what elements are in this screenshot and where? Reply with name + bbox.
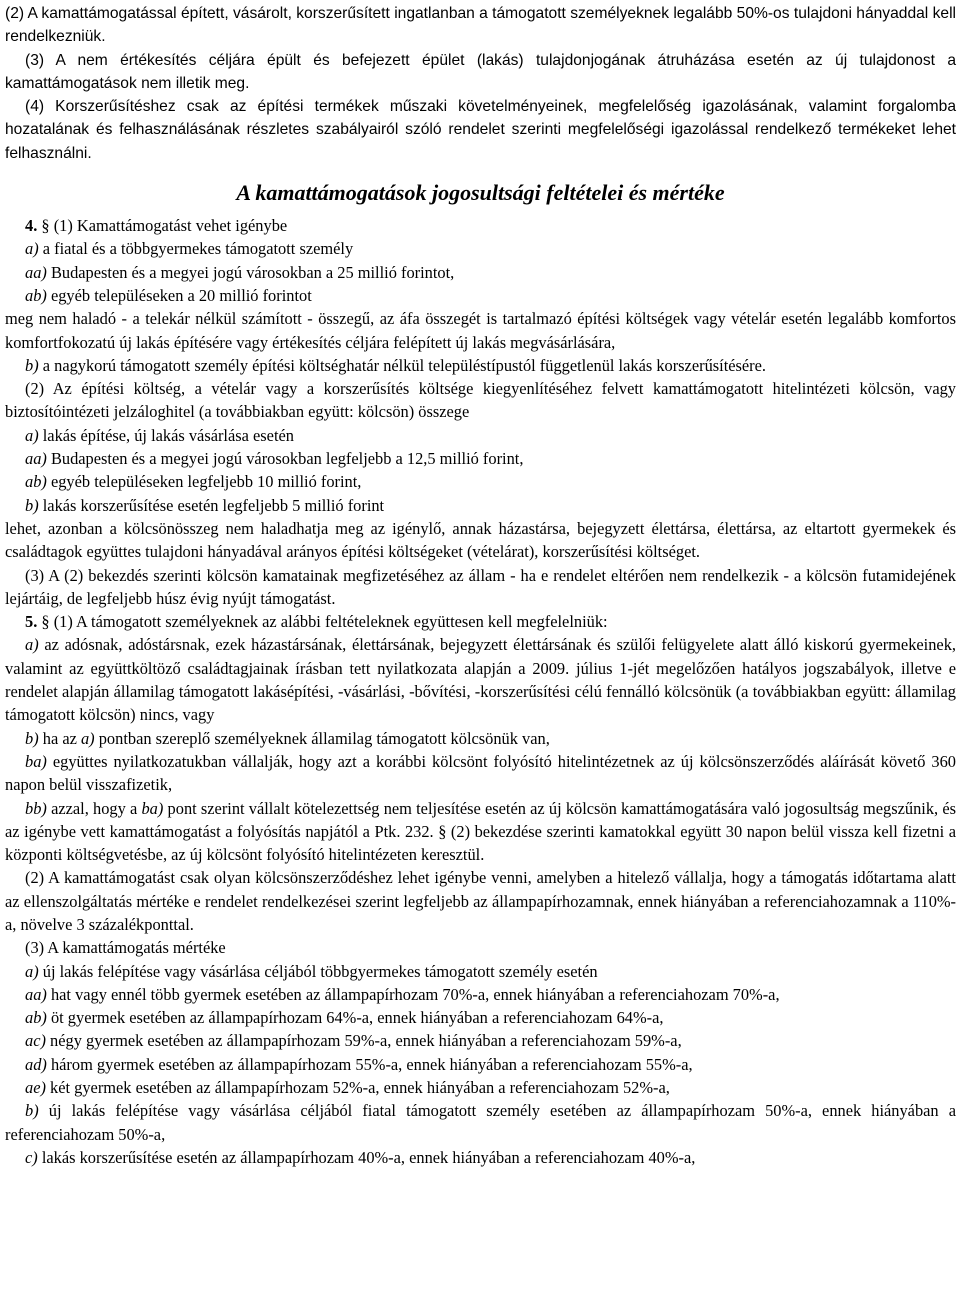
point-label: a)	[25, 961, 39, 981]
paragraph-3-2	[5, 2, 956, 49]
point-label: b)	[25, 1101, 39, 1121]
point-5-3-ad	[5, 1053, 956, 1076]
point-text: új lakás felépítése vagy vásárlása céljából fiatal támogatott személy esetében az állampapírhozam 50%-a, ennek hiányában a referenciahozam 50%-a,	[5, 1101, 956, 1144]
point-label: a)	[25, 635, 39, 655]
point-5-1-ba	[5, 750, 956, 797]
paragraph-text: (3) A (2) bekezdés szerinti kölcsön kamatainak megfizetéséhez az állam - ha e rendelet eltérően nem rendelkezik - a kölcsön futamidejének lejártáig, de legfeljebb húsz évig nyújt támogatást.	[5, 565, 956, 608]
point-label: ba)	[25, 751, 47, 771]
point-label: ab)	[25, 285, 47, 305]
section-4-3	[5, 564, 956, 611]
point-text: az adósnak, adóstársnak, ezek házastársának, élettársának, bejegyzett élettársának és szülői felügyelete alatt álló kiskorú gyermekeinek, valamint az együttköltöző családtagjainak írásban tett nyilatkozata alapján a 2009. július 1-jét megelőzően hatályos jogszabályok, illetve e rendelet alapján államilag támogatott lakásépítési, -vásárlási, -bővítési, -korszerűsítési célú fennálló kölcsönük (a továbbiakban együtt: államilag támogatott kölcsön) nincs, vagy	[5, 635, 956, 725]
paragraph-text: (3) A kamattámogatás mértéke	[25, 938, 226, 958]
section-4-2-continuation	[5, 517, 956, 564]
point-4-1-a	[5, 237, 956, 260]
point-text: pontban szereplő személyeknek államilag támogatott kölcsönük van,	[94, 728, 550, 748]
point-4-1-b	[5, 354, 956, 377]
section-4-2	[5, 377, 956, 424]
point-text: egyéb településeken a 20 millió forintot	[46, 285, 312, 305]
point-text: azzal, hogy a	[46, 798, 142, 818]
paragraph-text: (2) A kamattámogatást csak olyan kölcsönszerződéshez lehet igénybe venni, amelyben a hitelező vállalja, hogy a támogatás időtartama alatt az ellenszolgáltatás mértéke e rendelet rendelkezései szerint legfeljebb az állampapírhozamnak, ennek hiányában a referenciahozamnak a 110%-a, növelve 3 százalékponttal.	[5, 868, 956, 934]
paragraph-3-3	[5, 49, 956, 96]
point-text: új lakás felépítése vagy vásárlása céljából többgyermekes támogatott személy esetén	[38, 961, 598, 981]
point-text: öt gyermek esetében az állampapírhozam 64%-a, ennek hiányában a referenciahozam 64%-a,	[46, 1008, 664, 1028]
point-4-2-ab	[5, 470, 956, 493]
point-text: lakás korszerűsítése esetén az állampapírhozam 40%-a, ennek hiányában a referenciahozam 40%-a,	[37, 1147, 696, 1167]
point-5-1-a	[5, 633, 956, 726]
point-label: aa)	[25, 262, 47, 282]
point-label: ae)	[25, 1078, 46, 1098]
section-5-3	[5, 936, 956, 959]
paragraph-text: (2) A kamattámogatással épített, vásárolt, korszerűsített ingatlanban a támogatott személyeknek legalább 50%-os tulajdoni hányaddal kell rendelkezniük.	[5, 5, 956, 46]
point-text: ha az	[38, 728, 81, 748]
point-text: a nagykorú támogatott személy építési költséghatár nélkül településtípustól függetlenül lakás korszerűsítésére.	[38, 355, 767, 375]
point-text: a fiatal és a többgyermekes támogatott személy	[38, 239, 354, 259]
paragraph-text: § (1) Kamattámogatást vehet igénybe	[37, 216, 288, 236]
point-text: lakás építése, új lakás vásárlása esetén	[38, 425, 294, 445]
paragraph-text: (4) Korszerűsítéshez csak az építési termékek műszaki követelményeinek, megfelelőség igazolásának, valamint forgalomba hozatalának és felhasználásának részletes szabályairól szóló rendelet szerinti megfelelőségi igazolással rendelkező termékeket lehet felhasználni.	[5, 98, 956, 162]
point-label: aa)	[25, 449, 47, 469]
point-4-2-b	[5, 494, 956, 517]
point-5-3-aa	[5, 983, 956, 1006]
section-number: 4.	[25, 216, 38, 236]
point-label: ac)	[25, 1031, 46, 1051]
point-reference: a)	[80, 728, 95, 748]
point-5-1-bb	[5, 797, 956, 867]
point-text: együttes nyilatkozatukban vállalják, hogy azt a korábbi kölcsönt folyósító hitelintézetnek az új kölcsönszerződés aláírását követő 360 napon belül visszafizetik,	[5, 751, 956, 795]
point-text: két gyermek esetében az állampapírhozam 52%-a, ennek hiányában a referenciahozam 52%-a,	[45, 1078, 670, 1098]
point-label: a)	[25, 425, 39, 445]
point-label: b)	[25, 495, 39, 515]
paragraph-text: meg nem haladó - a telekár nélkül számított - összegű, az áfa összegét is tartalmazó építési költségek vagy vételár esetén legalább komfortos komfortfokozatú új lakás építésére vagy értékesítés céljára felépített új lakás megvásárlására,	[5, 309, 956, 352]
point-label: ab)	[25, 1008, 47, 1028]
section-4-1-continuation	[5, 307, 956, 354]
point-label: ad)	[25, 1054, 47, 1074]
point-4-1-aa	[5, 261, 956, 284]
paragraph-text: (2) Az építési költség, a vételár vagy a korszerűsítés költsége kiegyenlítéséhez felvett kamattámogatott hitelintézeti kölcsön, vagy biztosítóintézeti jelzáloghitel (a továbbiakban együtt: kölcsön) összege	[5, 379, 956, 422]
point-text: négy gyermek esetében az állampapírhozam 59%-a, ennek hiányában a referenciahozam 59%-a,	[45, 1031, 682, 1051]
paragraph-text: (3) A nem értékesítés céljára épült és befejezett épület (lakás) tulajdonjogának átruházása esetén az új tulajdonost a kamattámogatások nem illetik meg.	[5, 51, 956, 92]
point-label: ab)	[25, 472, 47, 492]
point-5-3-ae	[5, 1076, 956, 1099]
point-5-3-ab	[5, 1006, 956, 1029]
point-5-3-ac	[5, 1029, 956, 1052]
section-heading: A kamattámogatások jogosultsági feltételei és mértéke	[236, 180, 725, 206]
paragraph-text: § (1) A támogatott személyeknek az alábbi feltételeknek együttesen kell megfelelniük:	[37, 612, 608, 632]
point-label: aa)	[25, 984, 47, 1004]
point-5-1-b	[5, 727, 956, 750]
point-text: Budapesten és a megyei jogú városokban a 25 millió forintot,	[46, 262, 455, 282]
section-5-2	[5, 866, 956, 936]
point-5-3-b	[5, 1099, 956, 1146]
point-text: lakás korszerűsítése esetén legfeljebb 5 millió forint	[38, 495, 385, 515]
point-label: b)	[25, 355, 39, 375]
point-label: bb)	[25, 798, 47, 818]
section-5-1	[5, 610, 956, 633]
point-4-2-aa	[5, 447, 956, 470]
point-text: pont szerint vállalt kötelezettség nem teljesítése esetén az új kölcsön kamattámogatására való jogosultság megszűnik, és az igénybe vett kamattámogatást a folyósítás napjától a Ptk. 232. § (2) bekezdése szerinti kamatokkal együtt 30 napon belül vissza kell fizetni a központi költségvetésbe, az új kölcsönt folyósító hitelintézeten keresztül.	[5, 798, 956, 865]
point-text: egyéb településeken legfeljebb 10 millió forint,	[46, 472, 362, 492]
point-4-2-a	[5, 424, 956, 447]
point-label: c)	[25, 1147, 38, 1167]
section-number: 5.	[25, 612, 38, 632]
paragraph-3-4	[5, 95, 956, 165]
point-5-3-c	[5, 1146, 956, 1169]
point-text: hat vagy ennél több gyermek esetében az állampapírhozam 70%-a, ennek hiányában a referenciahozam 70%-a,	[46, 984, 780, 1004]
point-5-3-a	[5, 960, 956, 983]
point-label: b)	[25, 728, 39, 748]
point-text: Budapesten és a megyei jogú városokban legfeljebb a 12,5 millió forint,	[46, 449, 524, 469]
point-reference: ba)	[141, 798, 164, 818]
section-4-1	[5, 214, 956, 237]
point-label: a)	[25, 239, 39, 259]
point-4-1-ab	[5, 284, 956, 307]
paragraph-text: lehet, azonban a kölcsönösszeg nem haladhatja meg az igénylő, annak házastársa, bejegyzett élettársa, élettársa, az eltartott gyermekek és családtagok együttes tulajdoni hányadával arányos építési költségeket (vételárat), korszerűsítési költséget.	[5, 518, 956, 562]
point-text: három gyermek esetében az állampapírhozam 55%-a, ennek hiányában a referenciahozam 55%-a,	[46, 1054, 693, 1074]
